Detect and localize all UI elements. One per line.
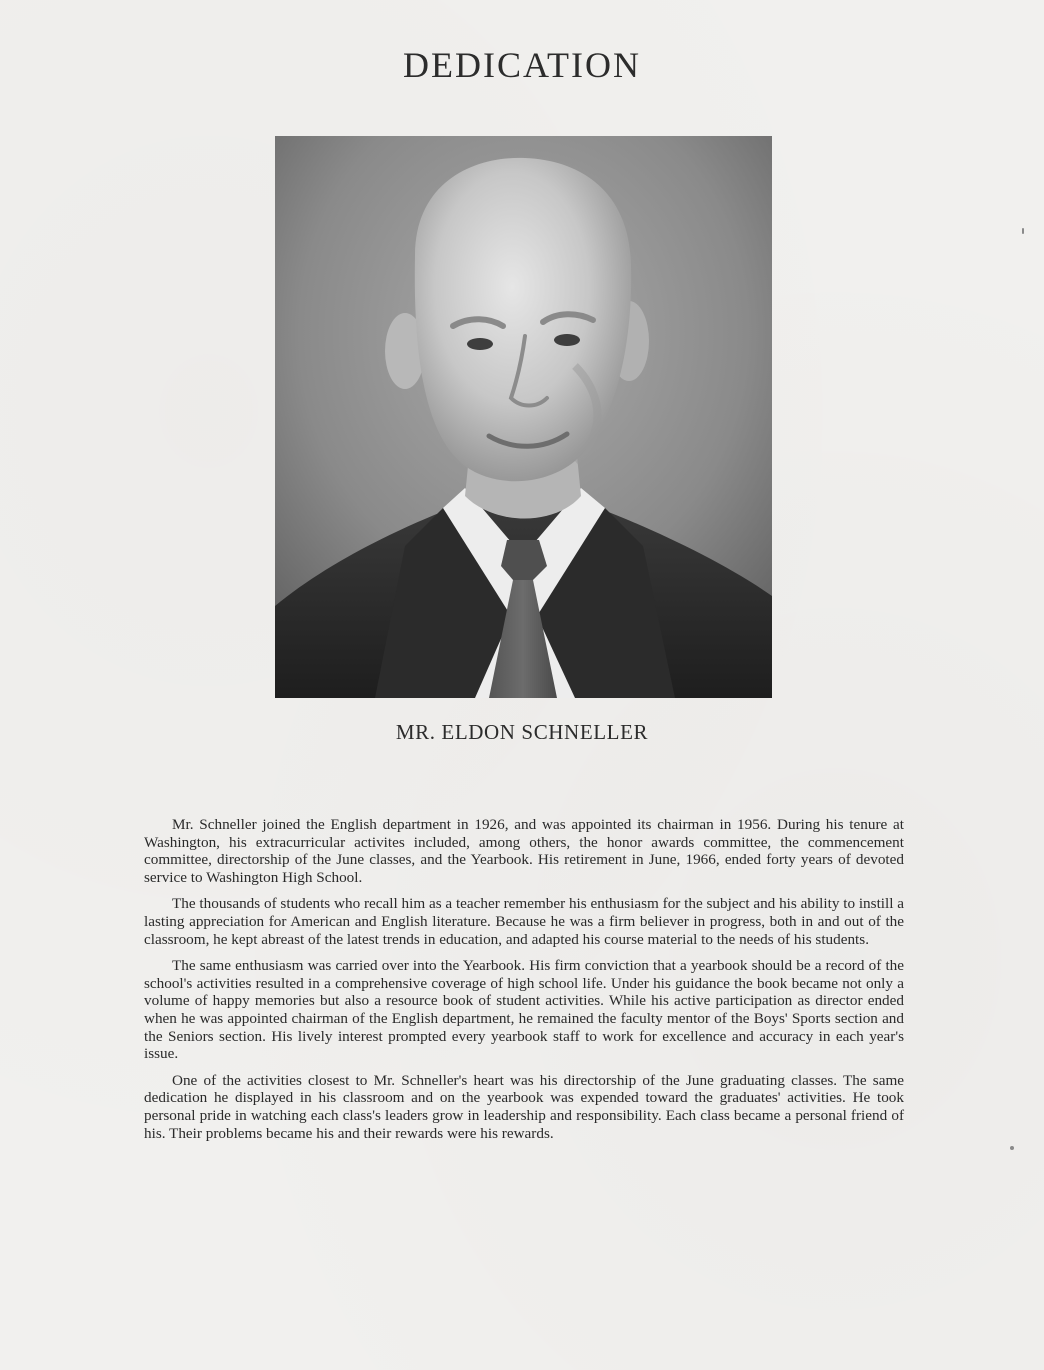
paragraph: Mr. Schneller joined the English department in 1926, and was appointed its chairman in 1956. During his tenure at Washington, his extracurricular activites included, among others, the honor awards committee, the commencement committee, directorship of the June classes, and the Yearbook. His retirement in June, 1966, ended forty years of devoted service to Washington High School.: [144, 816, 904, 886]
dedication-text: [144, 816, 904, 1151]
portrait-illustration: [275, 136, 772, 698]
portrait-photo: [275, 136, 772, 698]
photo-caption: MR. ELDON SCHNELLER: [395, 720, 649, 744]
paragraph: The thousands of students who recall him as a teacher remember his enthusiasm for the subject and his ability to instill a lasting appreciation for American and English literature. Because he was a firm believer in progress, both in and out of the classroom, he kept abreast of the latest trends in education, and adapted his course material to the needs of his students.: [144, 895, 904, 948]
paragraph: The same enthusiasm was carried over into the Yearbook. His firm conviction that a yearbook should be a record of the school's activities resulted in a comprehensive coverage of high school life. Under his guidance the book became not only a volume of happy memories but also a resource book of student activities. While his active participation as director ended when he was appointed chairman of the English department, he remained the faculty mentor of the Boys' Sports section and the Seniors section. His lively interest prompted every yearbook staff to work for excellence and accuracy in each year's issue.: [144, 957, 904, 1063]
paper-speck: [1022, 228, 1024, 234]
paper-speck: [1010, 1146, 1014, 1150]
page-title: DEDICATION: [403, 45, 641, 85]
paragraph: One of the activities closest to Mr. Schneller's heart was his directorship of the June graduating classes. The same dedication he displayed in his classroom and on the yearbook was expended toward the graduates' activities. He took personal pride in watching each class's leaders grow in leadership and responsibility. Each class became a personal friend of his. Their problems became his and their rewards were his rewards.: [144, 1071, 904, 1142]
